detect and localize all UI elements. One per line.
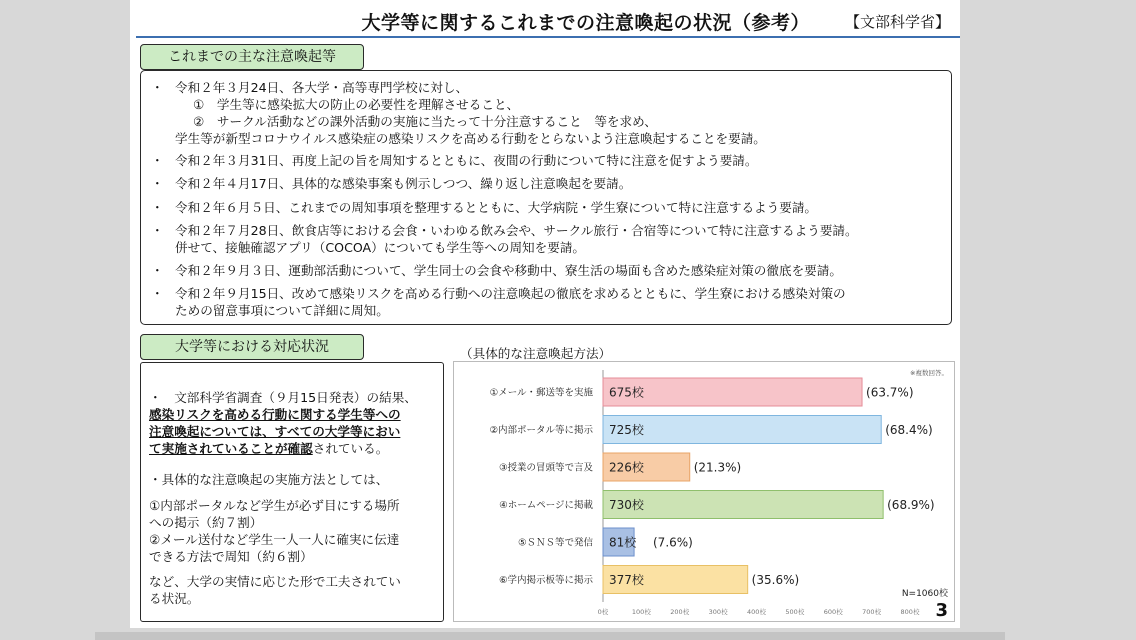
category-label: ⑤ＳＮＳ等で発信 — [517, 537, 593, 549]
notice-line: 令和２年７月28日、飲食店等における会食・いわゆる飲み会や、サークル旅行・合宿等について特に注意するよう要請。 — [175, 223, 858, 238]
notice-line: ための留意事項について詳細に周知。 — [175, 303, 389, 318]
x-tick-label: 400校 — [747, 608, 766, 616]
bullet: ・ — [151, 176, 164, 191]
x-tick-label: 100校 — [631, 608, 651, 616]
status-line: ①内部ポータルなど学生が必ず目にする場所 — [149, 498, 400, 513]
page-title: 大学等に関するこれまでの注意喚起の状況（参考） — [361, 12, 810, 34]
title-divider — [136, 36, 960, 38]
percent-label: (63.7%) — [866, 385, 914, 400]
category-label: ⑥学内掲示板等に掲示 — [498, 575, 593, 586]
page-number: 3 — [935, 600, 948, 621]
bar — [603, 416, 881, 444]
chart-note: ※複数回答。 — [910, 369, 948, 377]
status-line: など、大学の実情に応じた形で工夫されてい — [149, 574, 401, 589]
chart-frame — [453, 361, 955, 622]
notice-line: 令和２年３月24日、各大学・高等専門学校に対し、 — [175, 80, 469, 95]
percent-label: (21.3%) — [693, 460, 742, 475]
bar-chart — [454, 362, 956, 623]
bullet: ・ — [151, 200, 164, 215]
value-label: 81校 — [609, 535, 637, 550]
bar — [603, 491, 883, 519]
notice-line: 学生等が新型コロナウイルス感染症の感染リスクを高める行動をとらないよう注意喚起することを要請。 — [175, 131, 766, 146]
notice-line: 併せて、接触確認アプリ（COCOA）についても学生等への周知を要請。 — [175, 240, 586, 255]
slide — [130, 0, 960, 628]
status-line: できる方法で周知（約６割） — [149, 549, 313, 564]
x-tick-label: 300校 — [708, 608, 728, 616]
x-tick-label: 500校 — [785, 608, 805, 616]
x-tick-label: 0校 — [597, 608, 609, 616]
status-line: る状況。 — [149, 591, 200, 606]
slide-shadow — [95, 632, 1005, 640]
x-tick-label: 600校 — [823, 608, 843, 616]
bullet: ・ — [151, 286, 164, 301]
sample-size-note: N=1060校 — [901, 589, 948, 599]
status-line-emphasis: 感染リスクを高める行動に関する学生等への — [149, 407, 401, 422]
notice-line: ① 学生等に感染拡大の防止の必要性を理解させること、 — [193, 97, 520, 112]
notice-line: 令和２年４月17日、具体的な感染事案も例示しつつ、繰り返し注意喚起を要請。 — [175, 176, 632, 191]
ministry-label: 【文部科学省】 — [844, 13, 950, 31]
percent-label: (35.6%) — [751, 573, 800, 587]
notice-line: 令和２年６月５日、これまでの周知事項を整理するとともに、大学病院・学生寮について特に注意するよう要請。 — [175, 200, 818, 215]
value-label: 730校 — [609, 498, 644, 512]
bullet: ・ — [151, 80, 164, 95]
value-label: 377校 — [609, 573, 644, 587]
value-label: 725校 — [609, 423, 644, 437]
notices-box — [140, 70, 952, 325]
percent-label: (7.6%) — [653, 535, 693, 550]
chart-caption: （具体的な注意喚起方法） — [460, 346, 612, 361]
category-label: ③授業の冒頭等で言及 — [498, 462, 593, 474]
bullet: ・ — [151, 153, 164, 168]
section-tab-status: 大学等における対応状況 — [140, 334, 364, 360]
x-tick-label: 700校 — [862, 608, 882, 616]
category-label: ①メール・郵送等を実施 — [489, 387, 593, 399]
bullet: ・ — [149, 390, 162, 405]
category-label: ②内部ポータル等に掲示 — [489, 425, 593, 436]
status-line: 文部科学省調査（９月15日発表）の結果、 — [174, 390, 417, 405]
x-tick-label: 800校 — [900, 608, 920, 616]
value-label: 675校 — [609, 385, 644, 400]
category-label: ④ホームページに掲載 — [499, 500, 593, 511]
status-line: への掲示（約７割） — [149, 515, 263, 530]
status-box — [140, 362, 444, 622]
notice-line: 令和２年３月31日、再度上記の旨を周知するとともに、夜間の行動について特に注意を促すよう要請。 — [175, 153, 758, 168]
bullet: ・ — [151, 223, 164, 238]
status-line: ②メール送付など学生一人一人に確実に伝達 — [149, 532, 400, 547]
value-label: 226校 — [609, 460, 644, 475]
status-line-emphasis: 注意喚起については、すべての大学等におい — [149, 424, 401, 439]
notice-line: 令和２年９月３日、運動部活動について、学生同士の会食や移動中、寮生活の場面も含めた感染症対策の徹底を要請。 — [175, 263, 842, 278]
bullet: ・ — [151, 263, 164, 278]
percent-label: (68.9%) — [887, 498, 935, 512]
section-tab-notices: これまでの主な注意喚起等 — [140, 44, 364, 70]
status-line: ・具体的な注意喚起の実施方法としては、 — [149, 472, 389, 487]
status-line: されている。 — [312, 441, 389, 456]
percent-label: (68.4%) — [885, 423, 933, 437]
notice-line: ② サークル活動などの課外活動の実施に当たって十分注意すること 等を求め、 — [193, 114, 657, 129]
notice-line: 令和２年９月15日、改めて感染リスクを高める行動への注意喚起の徹底を求めるとともに、学生寮における感染対策の — [175, 286, 846, 301]
x-tick-label: 200校 — [670, 608, 690, 616]
status-line-emphasis: て実施されていることが確認 — [149, 441, 313, 456]
